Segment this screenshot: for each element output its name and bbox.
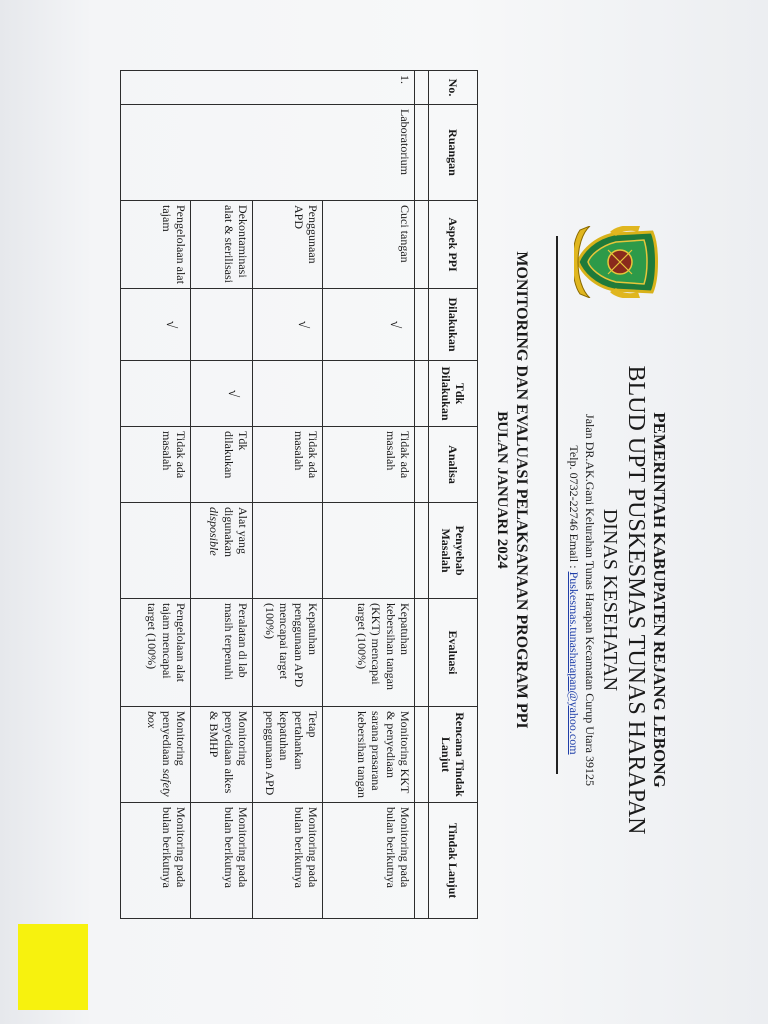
- cause-text: Alat yang digunakan: [221, 507, 250, 557]
- not-done-cell: [253, 361, 323, 427]
- contact-line: [568, 320, 580, 880]
- empty-cell: [415, 803, 429, 919]
- col-header-analisa: Analisa: [429, 427, 478, 503]
- col-header-ruangan: Ruangan: [429, 105, 478, 201]
- regency-emblem-logo: [574, 226, 660, 298]
- checkmark-icon: √: [163, 320, 178, 329]
- cause-cell: [121, 503, 191, 599]
- empty-cell: [415, 599, 429, 707]
- col-header-tdk-dilakukan: Tdk Dilakukan: [429, 361, 478, 427]
- col-header-tindak: Tindak Lanjut: [429, 803, 478, 919]
- follow-up-cell: Monitoring pada bulan berikutnya: [191, 803, 253, 919]
- table-row: [323, 71, 415, 919]
- row-number: 1.: [121, 71, 415, 105]
- follow-up-cell: Monitoring pada bulan berikutnya: [121, 803, 191, 919]
- not-done-cell: [121, 361, 191, 427]
- empty-cell: [415, 289, 429, 361]
- not-done-cell: [323, 361, 415, 427]
- empty-cell: [415, 427, 429, 503]
- cause-italic-text: disposible: [207, 507, 222, 556]
- empty-cell: [415, 71, 429, 105]
- document-title: MONITORING DAN EVALUASI PELAKSANAAN PROGRAM PPI: [513, 251, 530, 729]
- not-done-cell: [191, 361, 253, 427]
- empty-cell: [415, 707, 429, 803]
- analysis-cell: Tidak ada masalah: [121, 427, 191, 503]
- evaluation-cell: Kepatuhan kebersihan tangan (KKT) mencapai target (100%): [323, 599, 415, 707]
- aspect-cell: Dekontaminasi alat & sterilisasi: [191, 201, 253, 289]
- empty-cell: [415, 361, 429, 427]
- done-cell: [121, 289, 191, 361]
- analysis-cell: Tidak ada masalah: [253, 427, 323, 503]
- evaluation-cell: Pengelolaan alat tajam mencapai target (100%): [121, 599, 191, 707]
- empty-cell: [415, 105, 429, 201]
- plan-text: Monitoring penyediaan: [159, 711, 188, 766]
- aspect-cell: Pengelolaan alat tajam: [121, 201, 191, 289]
- checkmark-icon: √: [295, 320, 310, 329]
- government-header: PEMERINTAH KABUPATEN REJANG LEBONG: [650, 412, 669, 788]
- plan-cell: Tetap pertahankan kepatuhan penggunaan APD: [253, 707, 323, 803]
- ppi-monitoring-table: [120, 70, 478, 919]
- room-name: Laboratorium: [121, 105, 415, 201]
- email-link[interactable]: Puskesmas.tunasharapan@yahoo.com: [567, 571, 581, 755]
- evaluation-cell: Peralatan di lab masih terpenuhi: [191, 599, 253, 707]
- header-divider: [556, 236, 558, 774]
- plan-italic-text: safety box: [145, 711, 174, 797]
- department-name: DINAS KESEHATAN: [599, 508, 621, 692]
- plan-cell: [121, 707, 191, 803]
- address-line: Jalan DR.AK.Gani Kelurahan Tunas Harapan Kecamatan Curup Utara 39125: [583, 414, 597, 786]
- empty-cell: [415, 503, 429, 599]
- evaluation-cell: Kepatuhan penggunaan APD mencapai target (100%): [253, 599, 323, 707]
- analysis-cell: Tidak ada masalah: [323, 427, 415, 503]
- analysis-cell: Tdk dilakukan: [191, 427, 253, 503]
- cause-cell: [253, 503, 323, 599]
- done-cell: [253, 289, 323, 361]
- table-row: [415, 71, 429, 919]
- col-header-aspek: Aspek PPI: [429, 201, 478, 289]
- table-header-row: [429, 71, 478, 919]
- follow-up-cell: Monitoring pada bulan berikutnya: [323, 803, 415, 919]
- col-header-dilakukan: Dilakukan: [429, 289, 478, 361]
- follow-up-cell: Monitoring pada bulan berikutnya: [253, 803, 323, 919]
- plan-cell: Monitoring penyediaan alkes & BMHP: [191, 707, 253, 803]
- done-cell: [323, 289, 415, 361]
- cause-cell: [323, 503, 415, 599]
- col-header-penyebab: Penyebab Masalah: [429, 503, 478, 599]
- checkmark-icon: √: [225, 389, 240, 398]
- document-period: BULAN JANUARI 2024: [494, 411, 510, 569]
- phone-label: Telp. 0732-22746 Email :: [567, 445, 581, 569]
- checkmark-icon: √: [387, 320, 402, 329]
- col-header-no: No.: [429, 71, 478, 105]
- institution-name: BLUD UPT PUSKESMAS TUNAS HARAPAN: [623, 365, 649, 835]
- col-header-rencana: Rencana Tindak Lanjut: [429, 707, 478, 803]
- aspect-cell: Cuci tangan: [323, 201, 415, 289]
- col-header-evaluasi: Evaluasi: [429, 599, 478, 707]
- aspect-cell: Penggunaan APD: [253, 201, 323, 289]
- plan-cell: Monitoring KKT & penyediaan sarana prasarana kebersihan tangan: [323, 707, 415, 803]
- cause-cell: [191, 503, 253, 599]
- done-cell: [191, 289, 253, 361]
- empty-cell: [415, 201, 429, 289]
